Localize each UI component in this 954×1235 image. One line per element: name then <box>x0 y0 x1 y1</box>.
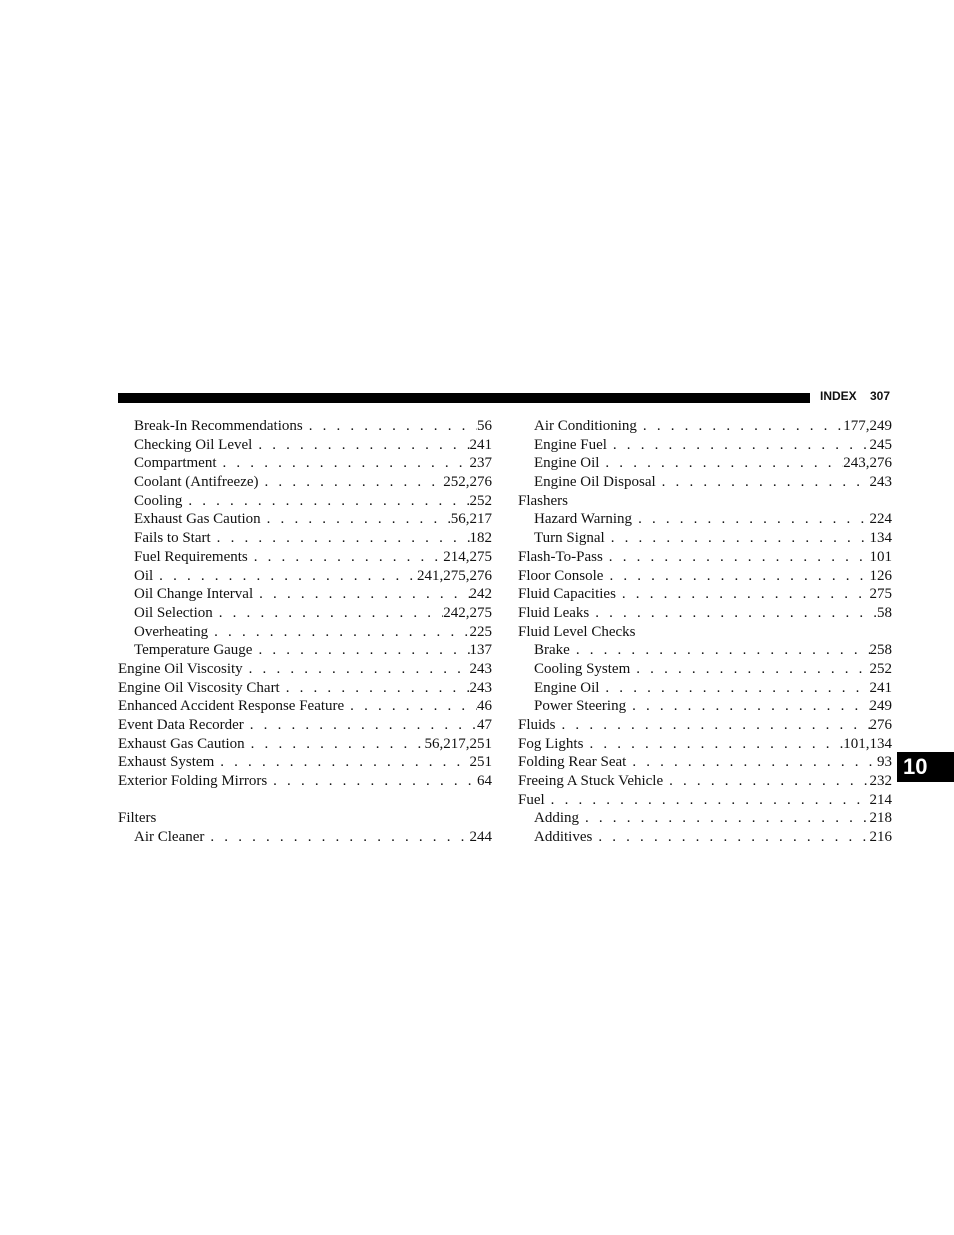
dot-leader <box>656 473 870 492</box>
dot-leader <box>632 510 869 529</box>
index-entry <box>118 753 492 772</box>
dot-leader <box>344 697 477 716</box>
index-page-refs: 224 <box>869 511 892 528</box>
index-term: Oil Selection <box>134 604 213 621</box>
index-page-refs: 243 <box>869 474 892 491</box>
index-entry <box>518 735 892 754</box>
dot-leader <box>208 623 469 642</box>
dot-leader <box>626 697 869 716</box>
index-term: Exhaust Gas Caution <box>118 735 245 752</box>
index-column-right <box>518 417 892 847</box>
index-subentry <box>118 436 492 455</box>
index-term: Enhanced Accident Response Feature <box>118 698 345 715</box>
index-page-refs: 276 <box>869 717 892 733</box>
index-page-refs: 249 <box>869 698 892 715</box>
index-page-refs: 243 <box>469 660 492 677</box>
header-rule <box>118 393 810 403</box>
index-term: Engine Oil Disposal <box>534 474 656 491</box>
index-subentry <box>118 585 492 604</box>
dot-leader <box>214 753 469 772</box>
index-page-refs: 232 <box>869 773 892 790</box>
index-term: Power Steering <box>534 698 627 715</box>
dot-leader <box>663 772 869 791</box>
index-page-refs: 93 <box>877 754 892 771</box>
index-page-refs: 251 <box>469 754 492 771</box>
index-page-refs: 242,275 <box>443 604 492 621</box>
index-subentry <box>118 567 492 586</box>
index-page-refs: 258 <box>869 642 892 659</box>
index-entry <box>118 809 492 828</box>
dot-leader <box>261 510 451 529</box>
dot-leader <box>605 529 870 548</box>
index-page-refs: 101 <box>869 548 892 565</box>
index-subentry <box>118 492 492 511</box>
index-page-refs: 242 <box>469 586 492 603</box>
index-term: Exterior Folding Mirrors <box>118 773 268 790</box>
index-term: Temperature Gauge <box>134 642 253 659</box>
index-page-refs: 126 <box>869 567 892 584</box>
index-term: Compartment <box>134 455 217 472</box>
dot-leader <box>245 735 425 754</box>
dot-leader <box>592 828 869 847</box>
index-page-refs: 101,134 <box>843 735 892 752</box>
dot-leader <box>248 548 444 567</box>
index-subentry <box>118 548 492 567</box>
index-page-refs: 275 <box>869 586 892 603</box>
index-term: Exhaust System <box>118 754 215 771</box>
index-subentry <box>118 604 492 623</box>
index-term: Oil <box>134 567 154 584</box>
index-term: Fuel Requirements <box>134 548 248 565</box>
index-spacer <box>118 791 492 810</box>
dot-leader <box>213 604 444 623</box>
index-page-refs: 243 <box>469 679 492 696</box>
index-page-refs: 237 <box>469 455 492 472</box>
index-subentry <box>518 809 892 828</box>
dot-leader <box>545 791 870 810</box>
header-label: INDEX <box>820 389 857 403</box>
index-entry <box>518 604 892 623</box>
index-term: Folding Rear Seat <box>518 754 627 771</box>
index-term: Cooling System <box>534 660 631 677</box>
index-term: Turn Signal <box>534 530 605 547</box>
index-subentry <box>518 510 892 529</box>
index-term: Hazard Warning <box>534 511 633 528</box>
dot-leader <box>253 585 469 604</box>
index-page-refs: 64 <box>477 773 492 790</box>
index-entry <box>518 623 892 642</box>
index-page-refs: 245 <box>869 436 892 453</box>
index-term: Engine Oil Viscosity <box>118 660 243 677</box>
index-entry <box>118 697 492 716</box>
index-page-refs: 225 <box>469 623 492 640</box>
index-term: Air Conditioning <box>534 418 637 434</box>
dot-leader <box>583 735 843 754</box>
index-term: Exhaust Gas Caution <box>134 511 261 528</box>
dot-leader <box>252 641 469 660</box>
index-term: Flashers <box>518 492 568 509</box>
dot-leader <box>599 454 843 473</box>
dot-leader <box>217 454 470 473</box>
index-entry <box>518 492 892 511</box>
index-entry <box>118 735 492 754</box>
index-term: Engine Oil <box>534 679 600 696</box>
index-page-refs: 244 <box>469 829 492 846</box>
dot-leader <box>630 660 869 679</box>
index-term: Engine Oil Viscosity Chart <box>118 679 280 696</box>
index-term: Oil Change Interval <box>134 586 254 603</box>
index-entry <box>118 772 492 791</box>
index-subentry <box>118 473 492 492</box>
index-term: Floor Console <box>518 567 604 584</box>
index-page-refs: 46 <box>477 698 492 715</box>
index-term: Adding <box>534 810 579 827</box>
index-subentry <box>518 679 892 698</box>
dot-leader <box>607 436 870 455</box>
index-subentry <box>118 623 492 642</box>
index-page-refs: 214 <box>869 791 892 808</box>
chapter-tab: 10 <box>897 752 954 782</box>
index-subentry <box>118 417 492 436</box>
dot-leader <box>252 436 469 455</box>
index-page-refs: 218 <box>869 810 892 827</box>
index-term: Fluid Level Checks <box>518 623 636 640</box>
index-term: Fluid Leaks <box>518 604 590 621</box>
index-subentry <box>118 828 492 847</box>
index-column-left <box>118 417 492 847</box>
dot-leader <box>303 417 477 436</box>
dot-leader <box>579 809 870 828</box>
index-subentry <box>518 641 892 660</box>
dot-leader <box>280 679 470 698</box>
index-page-refs: 58 <box>877 604 892 621</box>
index-page-refs: 241,275,276 <box>417 567 492 584</box>
index-page-refs: 56 <box>477 418 492 434</box>
index-page-refs: 56,217 <box>450 511 492 528</box>
index-term: Fluids <box>518 717 556 733</box>
dot-leader <box>267 772 477 791</box>
index-page-refs: 56,217,251 <box>424 735 492 752</box>
index-subentry <box>518 417 892 436</box>
dot-leader <box>626 753 877 772</box>
index-subentry <box>518 436 892 455</box>
index-page-refs: 241 <box>469 436 492 453</box>
index-term: Additives <box>534 829 593 846</box>
dot-leader <box>603 548 870 567</box>
index-page-refs: 134 <box>869 530 892 547</box>
index-entry <box>118 716 492 735</box>
index-subentry <box>518 697 892 716</box>
index-entry <box>518 567 892 586</box>
index-page-refs: 252,276 <box>443 474 492 491</box>
index-term: Fluid Capacities <box>518 586 616 603</box>
index-entry <box>118 660 492 679</box>
dot-leader <box>589 604 877 623</box>
dot-leader <box>182 492 469 511</box>
dot-leader <box>153 567 417 586</box>
index-entry <box>518 548 892 567</box>
index-term: Engine Oil <box>534 455 600 472</box>
index-term: Break-In Recommendations <box>134 418 303 434</box>
index-term: Overheating <box>134 623 209 640</box>
index-subentry <box>118 454 492 473</box>
dot-leader <box>244 716 477 735</box>
index-subentry <box>518 454 892 473</box>
index-term: Fails to Start <box>134 530 211 547</box>
index-term: Fog Lights <box>518 735 584 752</box>
index-page-refs: 214,275 <box>443 548 492 565</box>
dot-leader <box>570 641 870 660</box>
index-page-refs: 47 <box>477 717 492 733</box>
index-entry <box>518 772 892 791</box>
index-term: Engine Fuel <box>534 436 607 453</box>
index-page-refs: 137 <box>469 642 492 659</box>
dot-leader <box>637 417 843 436</box>
index-entry <box>518 753 892 772</box>
dot-leader <box>556 716 870 735</box>
index-subentry <box>118 529 492 548</box>
index-page-refs: 241 <box>869 679 892 696</box>
index-term: Checking Oil Level <box>134 436 253 453</box>
dot-leader <box>259 473 444 492</box>
index-entry <box>518 716 892 735</box>
index-page-refs: 182 <box>469 530 492 547</box>
index-page-refs: 216 <box>869 829 892 846</box>
index-subentry <box>118 641 492 660</box>
index-entry <box>518 585 892 604</box>
page-number: 307 <box>870 389 891 403</box>
index-page-refs: 252 <box>869 660 892 677</box>
dot-leader <box>204 828 469 847</box>
index-page-refs: 243,276 <box>843 455 892 472</box>
index-term: Filters <box>118 810 157 827</box>
index-subentry <box>518 473 892 492</box>
dot-leader <box>603 567 869 586</box>
index-term: Coolant (Antifreeze) <box>134 474 259 491</box>
dot-leader <box>211 529 470 548</box>
index-page-refs: 252 <box>469 492 492 509</box>
index-term: Cooling <box>134 492 183 509</box>
index-entry <box>118 679 492 698</box>
index-page-refs: 177,249 <box>843 418 892 434</box>
index-term: Air Cleaner <box>134 829 205 846</box>
index-term: Event Data Recorder <box>118 717 244 733</box>
dot-leader <box>599 679 869 698</box>
index-subentry <box>518 660 892 679</box>
index-subentry <box>518 828 892 847</box>
index-term: Brake <box>534 642 570 659</box>
dot-leader <box>616 585 870 604</box>
dot-leader <box>243 660 470 679</box>
index-subentry <box>518 529 892 548</box>
index-subentry <box>118 510 492 529</box>
index-entry <box>518 791 892 810</box>
index-term: Fuel <box>518 791 545 808</box>
index-term: Freeing A Stuck Vehicle <box>518 773 664 790</box>
index-term: Flash-To-Pass <box>518 548 603 565</box>
